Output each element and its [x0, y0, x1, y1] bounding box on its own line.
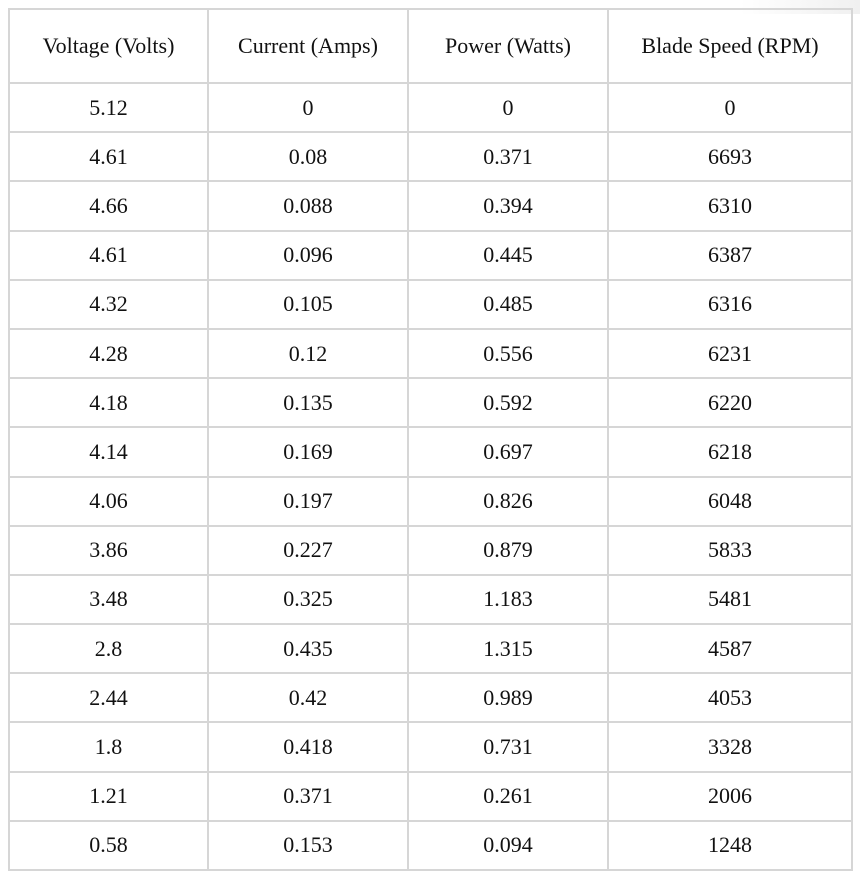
current-cell: 0.371: [208, 772, 408, 821]
power-cell: 0.879: [408, 526, 608, 575]
table-row: [9, 772, 852, 821]
blade-speed-cell: 5481: [608, 575, 852, 624]
power-cell: 1.315: [408, 624, 608, 673]
current-cell: 0.08: [208, 132, 408, 181]
blade-speed-cell: 6316: [608, 280, 852, 329]
voltage-cell: 4.66: [9, 181, 208, 230]
blade-speed-cell: 6693: [608, 132, 852, 181]
voltage-cell: 4.14: [9, 427, 208, 476]
table-row: [9, 427, 852, 476]
header-row: [9, 9, 852, 83]
power-cell: 0.556: [408, 329, 608, 378]
current-cell: 0.153: [208, 821, 408, 870]
blade-speed-cell: 4587: [608, 624, 852, 673]
column-header-blade-speed: Blade Speed (RPM): [608, 9, 852, 83]
power-cell: 0: [408, 83, 608, 132]
blade-speed-cell: 6231: [608, 329, 852, 378]
table-row: [9, 673, 852, 722]
current-cell: 0: [208, 83, 408, 132]
voltage-cell: 4.18: [9, 378, 208, 427]
blade-speed-cell: 0: [608, 83, 852, 132]
voltage-cell: 3.48: [9, 575, 208, 624]
power-cell: 0.697: [408, 427, 608, 476]
table-row: [9, 181, 852, 230]
voltage-cell: 0.58: [9, 821, 208, 870]
table-row: [9, 83, 852, 132]
data-table: [8, 8, 853, 871]
voltage-cell: 4.06: [9, 477, 208, 526]
voltage-cell: 2.8: [9, 624, 208, 673]
power-cell: 1.183: [408, 575, 608, 624]
column-header-current: Current (Amps): [208, 9, 408, 83]
current-cell: 0.12: [208, 329, 408, 378]
current-cell: 0.096: [208, 231, 408, 280]
blade-speed-cell: 5833: [608, 526, 852, 575]
power-cell: 0.394: [408, 181, 608, 230]
blade-speed-cell: 6220: [608, 378, 852, 427]
current-cell: 0.105: [208, 280, 408, 329]
current-cell: 0.325: [208, 575, 408, 624]
table-row: [9, 378, 852, 427]
current-cell: 0.418: [208, 722, 408, 771]
blade-speed-cell: 1248: [608, 821, 852, 870]
column-header-voltage: Voltage (Volts): [9, 9, 208, 83]
current-cell: 0.088: [208, 181, 408, 230]
voltage-cell: 4.28: [9, 329, 208, 378]
power-cell: 0.094: [408, 821, 608, 870]
current-cell: 0.42: [208, 673, 408, 722]
blade-speed-cell: 6218: [608, 427, 852, 476]
current-cell: 0.169: [208, 427, 408, 476]
blade-speed-cell: 6387: [608, 231, 852, 280]
power-cell: 0.485: [408, 280, 608, 329]
table-body: [9, 83, 852, 870]
voltage-cell: 1.8: [9, 722, 208, 771]
voltage-cell: 2.44: [9, 673, 208, 722]
current-cell: 0.197: [208, 477, 408, 526]
table-row: [9, 624, 852, 673]
voltage-cell: 4.61: [9, 231, 208, 280]
power-cell: 0.731: [408, 722, 608, 771]
power-cell: 0.371: [408, 132, 608, 181]
table-row: [9, 575, 852, 624]
column-header-power: Power (Watts): [408, 9, 608, 83]
blade-speed-cell: 6310: [608, 181, 852, 230]
current-cell: 0.435: [208, 624, 408, 673]
table-row: [9, 722, 852, 771]
power-cell: 0.826: [408, 477, 608, 526]
voltage-cell: 1.21: [9, 772, 208, 821]
voltage-cell: 4.61: [9, 132, 208, 181]
table-row: [9, 132, 852, 181]
power-cell: 0.261: [408, 772, 608, 821]
power-cell: 0.445: [408, 231, 608, 280]
table-row: [9, 526, 852, 575]
table-row: [9, 231, 852, 280]
table-row: [9, 329, 852, 378]
current-cell: 0.135: [208, 378, 408, 427]
power-cell: 0.989: [408, 673, 608, 722]
blade-speed-cell: 6048: [608, 477, 852, 526]
blade-speed-cell: 3328: [608, 722, 852, 771]
table-row: [9, 280, 852, 329]
current-cell: 0.227: [208, 526, 408, 575]
table-row: [9, 821, 852, 870]
voltage-cell: 4.32: [9, 280, 208, 329]
blade-speed-cell: 2006: [608, 772, 852, 821]
blade-speed-cell: 4053: [608, 673, 852, 722]
power-cell: 0.592: [408, 378, 608, 427]
voltage-cell: 3.86: [9, 526, 208, 575]
voltage-cell: 5.12: [9, 83, 208, 132]
table-row: [9, 477, 852, 526]
